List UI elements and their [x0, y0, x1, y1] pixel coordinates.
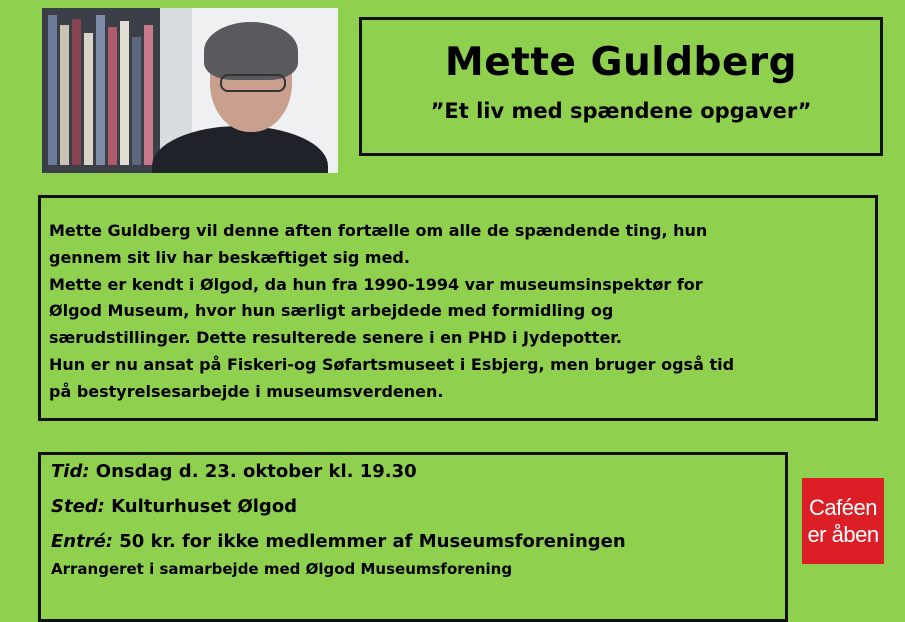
entry-value: 50 kr. for ikke medlemmer af Museumsforeningen — [113, 531, 626, 552]
place-label: Sted: — [51, 496, 105, 517]
cafe-badge-line2: er åben — [807, 522, 879, 547]
time-label: Tid: — [51, 461, 90, 482]
event-place — [51, 496, 785, 531]
cafe-badge-line1: Caféen — [809, 495, 877, 520]
description-line: særudstillinger. Dette resulterede senere i en PHD i Jydepotter. — [49, 328, 622, 348]
description-line: på bestyrelsesarbejde i museumsverdenen. — [49, 381, 444, 401]
event-info-box — [38, 452, 788, 622]
description-line: gennem sit liv har beskæftiget sig med. — [49, 247, 410, 267]
description-line: Mette Guldberg vil denne aften fortælle om alle de spændende ting, hun — [49, 221, 708, 240]
bookshelf — [42, 8, 160, 173]
organizer-note: Arrangeret i samarbejde med Ølgod Museumsforening — [51, 560, 513, 578]
speaker-name: Mette Guldberg — [444, 40, 798, 85]
talk-title: ”Et liv med spændene opgaver” — [430, 99, 812, 123]
description-line: Mette er kendt i Ølgod, da hun fra 1990-1994 var museumsinspektør for — [49, 274, 703, 294]
description-box — [38, 195, 878, 421]
event-time — [51, 461, 785, 496]
title-box — [359, 17, 883, 156]
time-value: Onsdag d. 23. oktober kl. 19.30 — [89, 461, 417, 482]
description-line: Ølgod Museum, hvor hun særligt arbejdede med formidling og — [49, 301, 614, 321]
cafe-open-badge — [802, 478, 884, 564]
place-value: Kulturhuset Ølgod — [104, 496, 298, 517]
description-line: Hun er nu ansat på Fiskeri-og Søfartsmuseet i Esbjerg, men bruger også tid — [49, 354, 735, 374]
entry-label: Entré: — [51, 531, 113, 552]
portrait-photo — [42, 8, 338, 173]
